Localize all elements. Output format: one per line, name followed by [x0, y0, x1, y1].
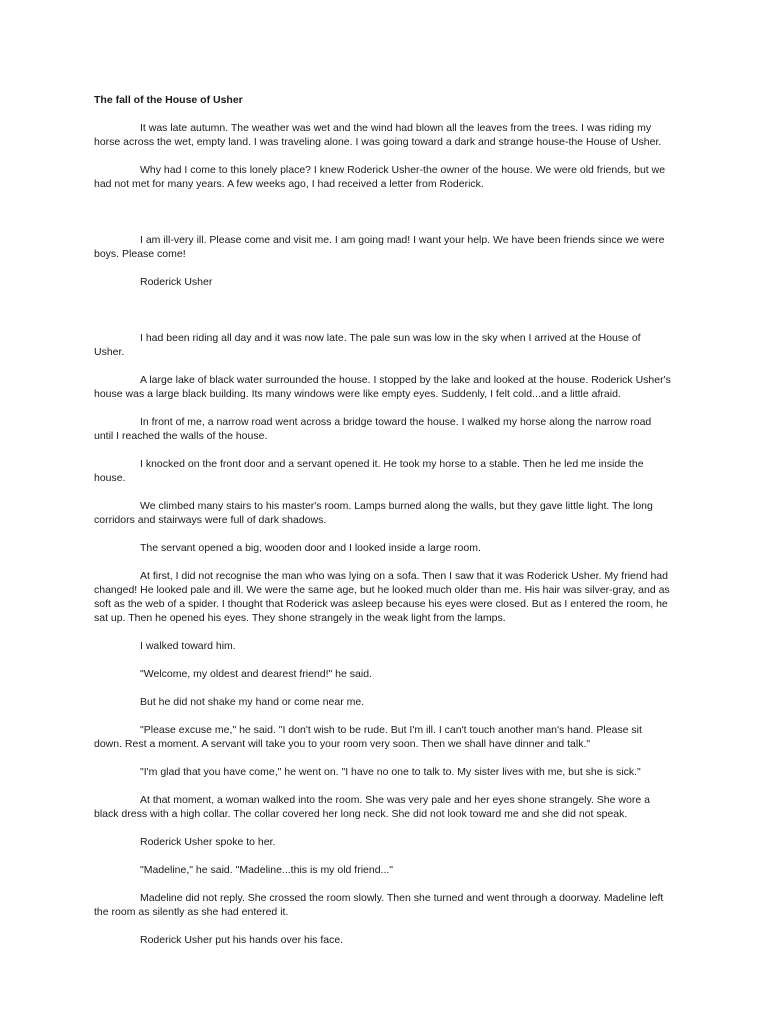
paragraph: "Please excuse me," he said. "I don't wish to be rude. But I'm ill. I can't touch another man's hand. Please sit down. Rest a moment. A servant will take you to your room very soon. Then we shall have dinner and talk.": [94, 724, 642, 750]
paragraph: The servant opened a big, wooden door and I looked inside a large room.: [140, 542, 481, 554]
paragraph: Why had I come to this lonely place? I knew Roderick Usher-the owner of the house. We were old friends, but we had not met for many years. A few weeks ago, I had received a letter from Roderick.: [94, 164, 666, 190]
paragraph: Madeline did not reply. She crossed the room slowly. Then she turned and went through a doorway. Madeline left the room as silently as she had entered it.: [94, 892, 664, 918]
paragraph: "Welcome, my oldest and dearest friend!" he said.: [140, 668, 372, 680]
paragraph: I had been riding all day and it was now late. The pale sun was low in the sky when I arrived at the House of Usher.: [94, 332, 641, 358]
paragraph: Roderick Usher put his hands over his face.: [140, 934, 344, 946]
paragraph: A large lake of black water surrounded the house. I stopped by the lake and looked at the house. Roderick Usher's house was a large black building. Its many windows were like empty eyes. Suddenly, I felt cold...and a little afraid.: [94, 374, 671, 400]
document-title: The fall of the House of Usher: [94, 94, 243, 106]
paragraph: Roderick Usher spoke to her.: [140, 836, 276, 848]
paragraph: "I'm glad that you have come," he went on. "I have no one to talk to. My sister lives with me, but she is sick.": [140, 766, 641, 778]
paragraph: At that moment, a woman walked into the room. She was very pale and her eyes shone strangely. She wore a black dress with a high collar. The collar covered her long neck. She did not look toward me and she did not speak.: [94, 794, 650, 820]
paragraph: But he did not shake my hand or come near me.: [140, 696, 365, 708]
document-page: [94, 94, 672, 961]
paragraph: Roderick Usher: [140, 276, 213, 288]
paragraph-spacer: [94, 205, 672, 233]
paragraph: In front of me, a narrow road went across a bridge toward the house. I walked my horse along the narrow road until I reached the walls of the house.: [94, 416, 652, 442]
document-body: [94, 121, 672, 947]
paragraph: I walked toward him.: [140, 640, 236, 652]
paragraph: I am ill-very ill. Please come and visit me. I am going mad! I want your help. We have been friends since we were boys. Please come!: [94, 234, 665, 260]
paragraph: I knocked on the front door and a servant opened it. He took my horse to a stable. Then he led me inside the house.: [94, 458, 644, 484]
paragraph: We climbed many stairs to his master's room. Lamps burned along the walls, but they gave little light. The long corridors and stairways were full of dark shadows.: [94, 500, 653, 526]
paragraph: At first, I did not recognise the man who was lying on a sofa. Then I saw that it was Roderick Usher. My friend had changed! He looked pale and ill. We were the same age, but he looked much older than me. His hair was silver-gray, and as soft as the web of a spider. I thought that Roderick was asleep because his eyes were closed. But as I entered the room, he sat up. Then he opened his eyes. They shone strangely in the weak light from the lamps.: [94, 570, 670, 624]
paragraph: "Madeline," he said. "Madeline...this is my old friend...": [140, 864, 394, 876]
paragraph-spacer: [94, 303, 672, 331]
paragraph: It was late autumn. The weather was wet and the wind had blown all the leaves from the trees. I was riding my horse across the wet, empty land. I was traveling alone. I was going toward a dark and strange house-the House of Usher.: [94, 122, 662, 148]
